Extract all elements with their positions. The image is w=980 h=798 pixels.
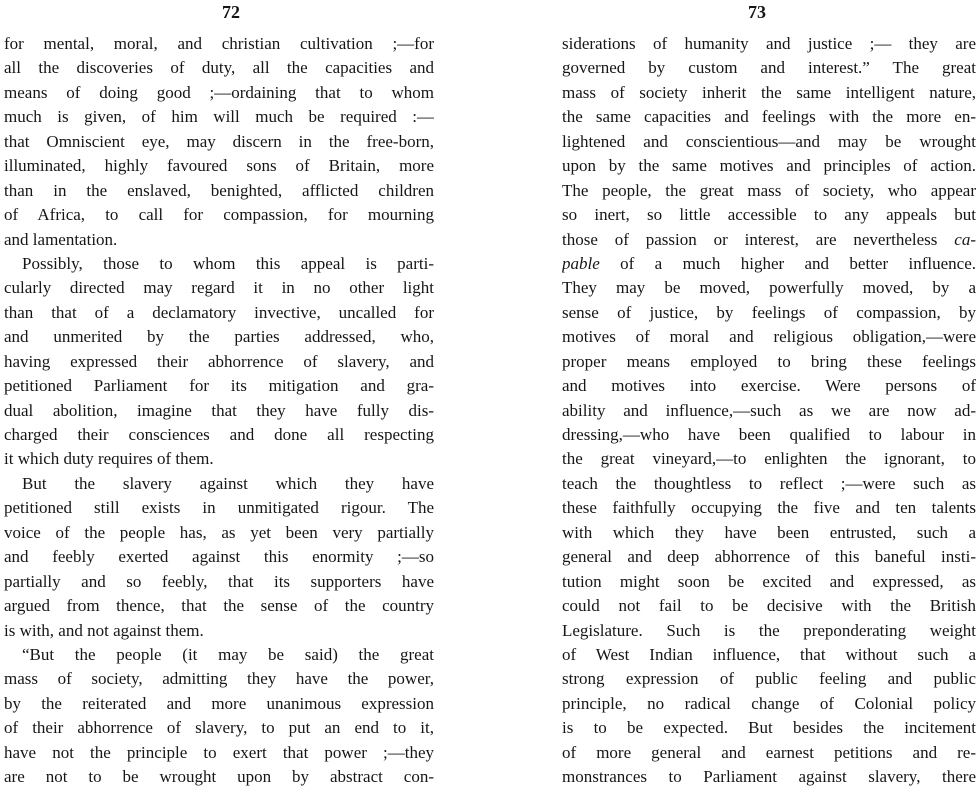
text-line: much is given, of him will much be required :—: [4, 107, 434, 127]
text-line: [562, 252, 976, 276]
text-line: [562, 667, 976, 691]
text-line: mass of society, admitting they have the power,: [4, 669, 434, 689]
right-page: [562, 0, 976, 798]
text-segment: motives of moral and religious obligation,—were: [562, 327, 976, 347]
text-line: of their abhorrence of slavery, to put an end to it,: [4, 718, 434, 738]
left-page: [4, 0, 434, 798]
text-segment: of a much higher and better influence.: [599, 253, 976, 273]
text-line: all the discoveries of duty, all the capacities and: [4, 58, 434, 78]
text-segment: is to be expected. But besides the incitement: [562, 718, 976, 738]
text-line: [562, 105, 976, 129]
text-segment: The people, the great mass of society, who appear: [562, 180, 976, 200]
text-segment: teach the thoughtless to reflect ;—were such as: [562, 473, 976, 493]
text-line: and lamentation.: [4, 229, 118, 249]
text-segment: lightened and conscientious—and may be wrought: [562, 131, 976, 151]
text-line: petitioned Parliament for its mitigation and gra-: [4, 376, 434, 396]
text-line: [562, 399, 976, 423]
text-line: [562, 81, 976, 105]
italic-text: pable: [562, 253, 600, 273]
text-line: are not to be wrought upon by abstract con-: [4, 767, 434, 787]
text-line: [562, 203, 976, 227]
text-line: [562, 301, 976, 325]
text-segment: and motives into exercise. Were persons of: [562, 376, 976, 396]
text-line: [562, 374, 976, 398]
text-line: dual abolition, imagine that they have fully dis-: [4, 400, 434, 420]
text-line: that Omniscient eye, may discern in the free-born,: [4, 131, 434, 151]
text-line: But the slavery against which they have: [22, 473, 434, 493]
text-line: [562, 692, 976, 716]
text-line: [562, 32, 976, 56]
text-line: [562, 423, 976, 447]
text-line: for mental, moral, and christian cultivation ;—for: [4, 34, 434, 53]
left-page-text: [4, 32, 434, 790]
text-line: [562, 741, 976, 765]
text-segment: so inert, so little accessible to any appeals but: [562, 205, 976, 225]
text-line: [562, 716, 976, 740]
text-segment: of more general and earnest petitions and re-: [562, 742, 976, 762]
text-line: [562, 472, 976, 496]
text-line: [562, 154, 976, 178]
text-line: [562, 765, 976, 789]
text-line: means of doing good ;—ordaining that to whom: [4, 82, 434, 102]
text-segment: principle, no radical change of Colonial policy: [562, 693, 976, 713]
text-line: [562, 521, 976, 545]
text-line: [562, 570, 976, 594]
text-line: [562, 325, 976, 349]
text-line: [562, 350, 976, 374]
text-line: [562, 130, 976, 154]
text-segment: of West Indian influence, that without such a: [562, 644, 976, 664]
text-segment: these faithfully occupying the five and ten talents: [562, 498, 976, 518]
text-line: [562, 619, 976, 643]
text-line: [562, 276, 976, 300]
text-line: by the reiterated and more unanimous expression: [4, 693, 434, 713]
text-line: have not the principle to exert that power ;—they: [4, 742, 434, 762]
text-line: argued from thence, that the sense of the country: [4, 596, 434, 616]
text-segment: the great vineyard,—to enlighten the ignorant, to: [562, 449, 976, 469]
text-segment: the same capacities and feelings with the more en-: [562, 107, 976, 127]
text-segment: They may be moved, powerfully moved, by a: [562, 278, 976, 298]
text-segment: monstrances to Parliament against slavery, there: [562, 767, 976, 787]
text-line: than that of a declamatory invective, uncalled for: [4, 302, 434, 322]
text-segment: with which they have been entrusted, such a: [562, 522, 976, 542]
text-segment: siderations of humanity and justice ;— they are: [562, 34, 976, 53]
text-line: [562, 179, 976, 203]
right-page-number: 73: [748, 2, 766, 22]
text-line: [562, 228, 976, 252]
text-segment: ability and influence,—such as we are now ad-: [562, 400, 976, 420]
text-line: petitioned still exists in unmitigated rigour. The: [4, 498, 434, 518]
text-segment: governed by custom and interest.” The great: [562, 58, 976, 78]
text-line: [562, 56, 976, 80]
text-line: charged their consciences and done all respecting: [4, 425, 434, 444]
text-line: voice of the people has, as yet been very partially: [4, 522, 434, 542]
text-line: cularly directed may regard it in no other light: [4, 278, 434, 298]
text-line: [562, 643, 976, 667]
text-segment: tution might soon be excited and expressed, as: [562, 571, 976, 591]
text-line: and feebly exerted against this enormity ;—so: [4, 547, 434, 567]
text-segment: sense of justice, by feelings of compassion, by: [562, 302, 976, 322]
text-line: having expressed their abhorrence of slavery, and: [4, 351, 434, 371]
text-segment: general and deep abhorrence of this baneful insti-: [562, 547, 976, 567]
right-page-text: [562, 32, 976, 790]
text-line: illuminated, highly favoured sons of Britain, more: [4, 156, 434, 176]
text-line: “But the people (it may be said) the great: [22, 644, 434, 664]
text-line: and unmerited by the parties addressed, who,: [4, 327, 434, 347]
text-segment: Legislature. Such is the preponderating weight: [562, 620, 976, 640]
text-segment: strong expression of public feeling and public: [562, 669, 976, 689]
text-segment: those of passion or interest, are nevertheless: [562, 229, 955, 249]
text-segment: upon by the same motives and principles of action.: [562, 156, 976, 176]
text-segment: could not fail to be decisive with the British: [562, 596, 976, 616]
italic-text: ca-: [954, 229, 976, 249]
text-line: than in the enslaved, benighted, afflicted children: [4, 180, 434, 200]
text-line: [562, 496, 976, 520]
text-line: Possibly, those to whom this appeal is parti-: [22, 253, 434, 273]
text-line: [562, 447, 976, 471]
text-line: [562, 545, 976, 569]
text-line: partially and so feebly, that its supporters have: [4, 571, 434, 591]
text-line: [562, 594, 976, 618]
text-line: of Africa, to call for compassion, for mourning: [4, 205, 434, 225]
text-line: is with, and not against them.: [4, 620, 204, 640]
text-line: it which duty requires of them.: [4, 449, 214, 469]
left-page-number: 72: [222, 2, 240, 22]
text-segment: mass of society inherit the same intelligent nature,: [562, 82, 976, 102]
text-segment: dressing,—who have been qualified to labour in: [562, 425, 976, 444]
text-segment: proper means employed to bring these feelings: [562, 351, 976, 371]
